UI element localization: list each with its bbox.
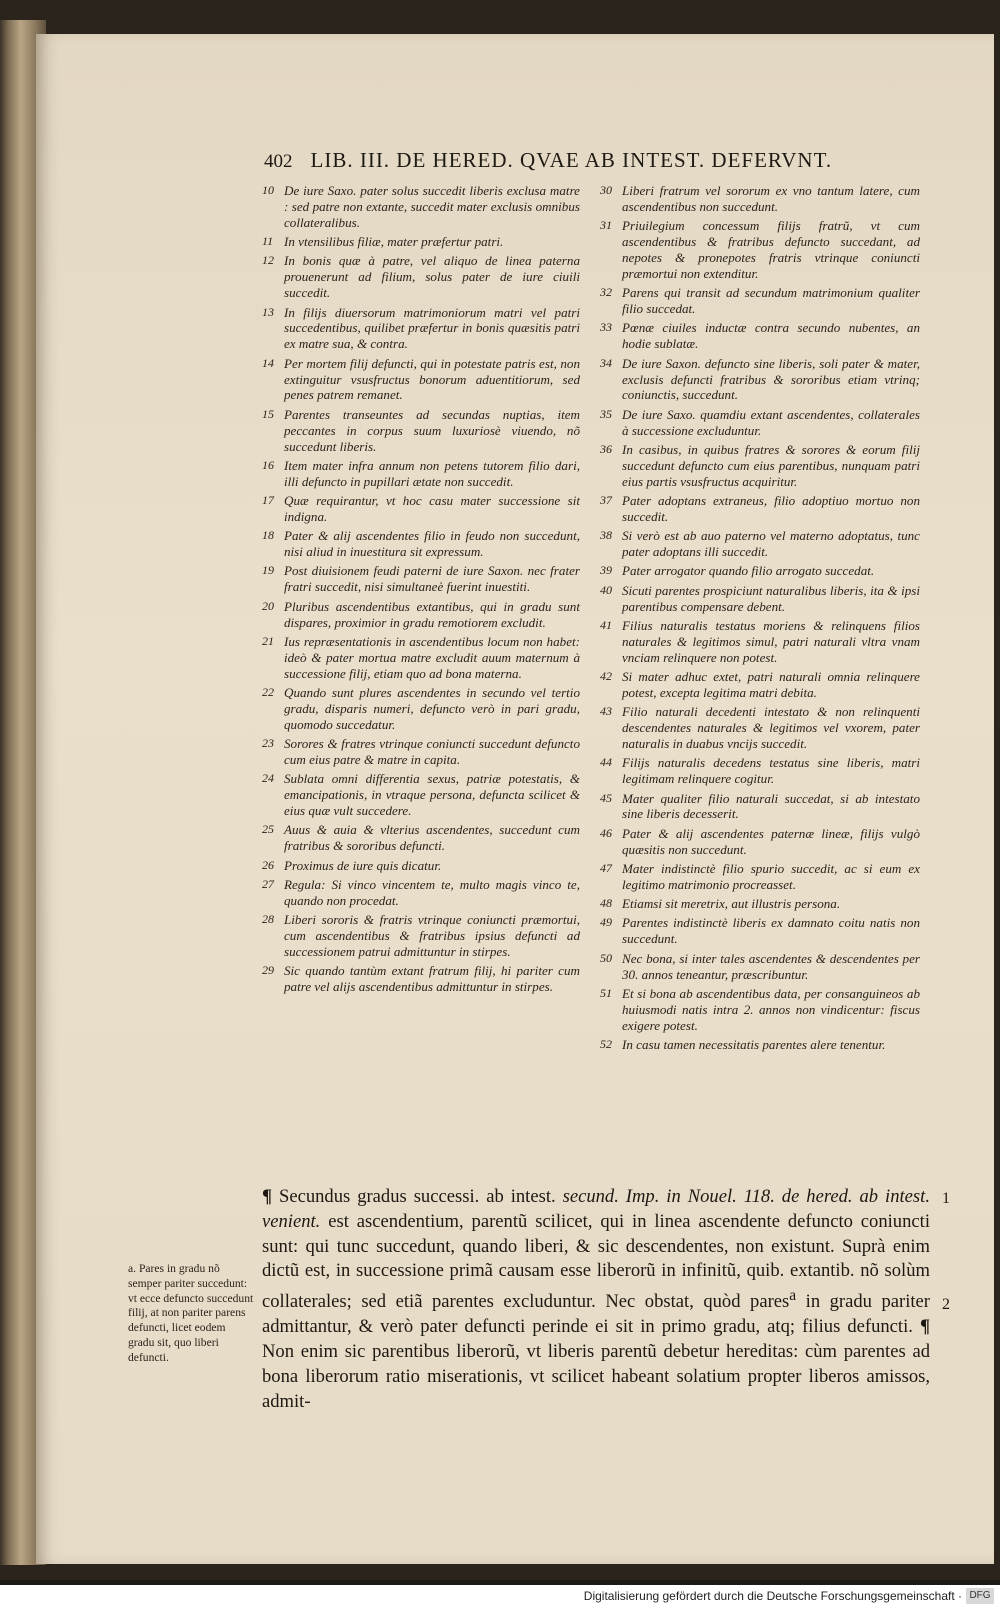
summary-item-number: 37: [600, 493, 612, 508]
summary-item-number: 24: [262, 771, 274, 786]
footer-credit: Digitalisierung gefördert durch die Deutsche Forschungsgemeinschaft ·: [583, 1589, 962, 1603]
summary-item: [262, 877, 580, 909]
summary-item-text: Mater indistinctè filio spurio succedit, ac si eum ex legitimo matrimonio procreasset.: [622, 860, 920, 892]
summary-item-number: 27: [262, 876, 274, 891]
summary-item-number: 12: [262, 253, 274, 268]
summary-item-text: Nec bona, si inter tales ascendentes & descendentes per 30. annos teneantur, præscribuntur.: [622, 950, 920, 982]
summary-item-text: Pater & alij ascendentes paternæ lineæ, filijs vulgò quæsitis non succedunt.: [622, 825, 920, 857]
summary-item-number: 30: [600, 183, 612, 197]
summary-item-number: 25: [262, 822, 274, 837]
summary-item-number: 17: [262, 493, 274, 508]
summary-item: [600, 407, 920, 439]
summary-item-text: In casibus, in quibus fratres & sorores & eorum filij succedunt defuncto cum eius parentibus, nunquam patri eius partis vsusfructus acquiritur.: [622, 441, 920, 489]
summary-item: [600, 285, 920, 317]
summary-item-text: Quando sunt plures ascendentes in secundo vel tertio gradu, disparis numeri, defuncto verò in pari gradu, quomodo succedatur.: [284, 684, 580, 732]
summary-item: [262, 563, 580, 595]
summary-item-number: 46: [600, 825, 612, 840]
summary-item-text: Parentes indistinctè liberis ex damnato coitu natis non succedunt.: [622, 915, 920, 947]
summary-item-number: 41: [600, 617, 612, 632]
paragraph-2: Non enim sic parentibus liberorũ, vt liberis parentũ debetur hereditas: cùm parentes ad bona liberorum ratio miserationis, vt scilicet habeant solatium propter liberos amissos, admit-: [262, 1340, 930, 1412]
summary-item-text: Proximus de iure quis dicatur.: [284, 857, 442, 873]
summary-item-number: 15: [262, 406, 274, 421]
summary-item: [262, 493, 580, 525]
summary-item-number: 22: [262, 684, 274, 699]
page-number: 402: [264, 151, 293, 172]
summary-item-text: Liberi fratrum vel sororum ex vno tantum latere, cum ascendentibus non succedunt.: [622, 183, 920, 214]
summary-item-number: 10: [262, 183, 274, 197]
summary-item-text: Post diuisionem feudi paterni de iure Saxon. nec frater fratri succedit, nisi simultaneè fuerint inuestiti.: [284, 563, 580, 595]
summary-item-number: 48: [600, 896, 612, 911]
summary-item: [262, 356, 580, 404]
pilcrow: ¶: [262, 1186, 273, 1207]
running-head: LIB. III. DE HERED. QVAE AB INTEST. DEFERVNT.: [310, 148, 833, 172]
summary-item-text: Si mater adhuc extet, patri naturali omnia relinquere potest, excepta legitima matri debita.: [622, 669, 920, 700]
summary-item-number: 42: [600, 669, 612, 684]
summary-item-text: Filio naturali decedenti intestato & non relinquenti descendentes naturales & legitimos vel vxorem, pater naturalis in duabus vncijs succedit.: [622, 704, 920, 752]
summary-item-number: 47: [600, 860, 612, 875]
summary-item-number: 34: [600, 355, 612, 370]
summary-item-number: 16: [262, 457, 274, 472]
summary-item: [600, 915, 920, 947]
summary-item: [262, 528, 580, 560]
summary-item: [600, 704, 920, 752]
summary-item-number: 33: [600, 320, 612, 335]
summary-item-text: In filijs diuersorum matrimoniorum matri vel patri succedentibus, quilibet præfertur in bonis quæsitis patri ex matre sua, & contra.: [284, 304, 580, 352]
summary-item: [262, 253, 580, 301]
summary-item: [262, 407, 580, 455]
summary-column-left: [262, 183, 580, 998]
summary-item-number: 19: [262, 563, 274, 578]
summary-item: [600, 320, 920, 352]
summary-item-text: Etiamsi sit meretrix, aut illustris persona.: [622, 896, 841, 912]
summary-item: [262, 234, 580, 250]
summary-item-number: 29: [262, 963, 274, 978]
summary-item-text: Pœnæ ciuiles inductæ contra secundo nubentes, an hodie sublatæ.: [622, 320, 920, 352]
summary-item-text: Sicuti parentes prospiciunt naturalibus liberis, ita & ipsi parentibus compensare debent.: [622, 582, 920, 614]
summary-item: [600, 755, 920, 787]
summary-item-number: 23: [262, 736, 274, 751]
pilcrow-2: ¶: [919, 1316, 931, 1338]
summary-item-number: 43: [600, 704, 612, 719]
paragraph-1-body: est ascendentium, parentũ scilicet, qui in linea ascendente defuncto coniuncti sunt: qui tunc succedunt, quando liberi, & sic descendentes, non existunt. Suprà enim dictũ est, in successione primã causam esse liberorũ in infinitũ, quib. extantib. nõ solùm collaterales; sed etiã parentes excluduntur. Nec obstat, quòd pares: [262, 1210, 930, 1313]
summary-item-number: 35: [600, 406, 612, 421]
summary-item: [600, 791, 920, 823]
summary-item-text: Item mater infra annum non petens tutorem filio dari, illi defuncto in pupillari ætate non succedit.: [284, 457, 580, 489]
summary-item-text: Si verò est ab auo paterno vel materno adoptatus, tunc pater adoptans illi succedit.: [622, 528, 920, 560]
summary-item-number: 26: [262, 857, 274, 872]
footer-bar: [0, 1585, 1000, 1609]
summary-item-text: Filius naturalis testatus moriens & relinquens filios naturales & legitimos simul, patri naturali vltra vnam vnciam relinquere non potest.: [622, 617, 920, 665]
summary-item-number: 44: [600, 755, 612, 770]
summary-item-text: Priuilegium concessum filijs fratrũ, vt cum ascendentibus & fratribus defuncto succedant, ad nepotes & pronepotes fratris vtrinque coniuncti præmortui non extenditur.: [622, 218, 920, 281]
summary-item: [600, 442, 920, 490]
summary-item-text: Filijs naturalis decedens testatus sine liberis, matri legitimam relinquere cogitur.: [622, 755, 920, 787]
summary-item-text: Liberi sororis & fratris vtrinque coniuncti præmortui, cum ascendentibus & fratribus ipsius defuncti ad successionem patrui admittuntur in stirpes.: [284, 912, 580, 959]
summary-item: [262, 858, 580, 874]
summary-item: [262, 458, 580, 490]
summary-item-text: De iure Saxon. defuncto sine liberis, soli pater & mater, exclusis defuncti fratribus & sororibus etiam vtrinq; coniunctis, succedunt.: [622, 355, 920, 403]
summary-item-text: Mater qualiter filio naturali succedat, si ab intestato sine liberis decesserit.: [622, 790, 920, 822]
summary-item: [600, 583, 920, 615]
running-header: [264, 148, 904, 182]
summary-item: [262, 685, 580, 733]
summary-item: [262, 771, 580, 819]
summary-item: [600, 986, 920, 1034]
summary-item: [262, 183, 580, 231]
summary-item-number: 31: [600, 218, 612, 233]
summary-item-number: 20: [262, 598, 274, 613]
summary-item-number: 51: [600, 985, 612, 1000]
summary-item: [600, 528, 920, 560]
summary-item-number: 45: [600, 790, 612, 805]
dfg-logo: DFG: [966, 1588, 994, 1604]
summary-item: [600, 356, 920, 404]
summary-item-text: Per mortem filij defuncti, qui in potestate patris est, non extinguitur vsusfructus bonorum aduentitiorum, sed penes patrem remanet.: [284, 355, 580, 403]
summary-item-text: Sorores & fratres vtrinque coniuncti succedunt defuncto cum eius patre & matre in capita.: [284, 736, 580, 767]
summary-item-text: Pluribus ascendentibus extantibus, qui in gradu sunt dispares, proximior in gradu remotiorem excludit.: [284, 598, 580, 630]
summary-item-text: Pater & alij ascendentes filio in feudo non succedunt, nisi aliud in inuestitura sit expressum.: [284, 528, 580, 560]
margin-number-1: 1: [942, 1190, 950, 1207]
summary-item-number: 32: [600, 285, 612, 300]
paragraph-1-citation: secund. Imp. in Nouel. 118. de hered. ab intest. venient.: [262, 1186, 930, 1232]
summary-item-text: Quæ requirantur, vt hoc casu mater successione sit indigna.: [284, 493, 580, 524]
summary-item: [262, 912, 580, 960]
summary-item-text: Et si bona ab ascendentibus data, per consanguineos ab huiusmodi natis intra 2. annos non vindicentur: fiscus exigere potest.: [622, 985, 920, 1033]
summary-item-number: 40: [600, 582, 612, 597]
summary-item-text: Regula: Si vinco vincentem te, multo magis vinco te, quando non procedat.: [284, 876, 580, 908]
summary-item-number: 13: [262, 304, 274, 319]
summary-column-right: [600, 183, 920, 1056]
summary-item: [600, 618, 920, 666]
summary-item: [600, 669, 920, 701]
marginal-note: a. Pares in gradu nõ semper pariter succedunt: vt ecce defuncto succedunt filij, at non pariter parens defuncti, licet eodem gradu sit, quo liberi defuncti.: [128, 1262, 254, 1364]
summary-item: [600, 861, 920, 893]
summary-item-text: Auus & auia & vlterius ascendentes, succedunt cum fratribus & sororibus defuncti.: [284, 822, 580, 854]
summary-item: [262, 963, 580, 995]
summary-item-text: De iure Saxo. pater solus succedit liberis exclusa matre : sed patre non extante, succedit mater exclusis omnibus collateralibus.: [284, 183, 580, 230]
summary-item: [600, 493, 920, 525]
margin-number-2: 2: [942, 1296, 950, 1313]
summary-item: [600, 951, 920, 983]
summary-item-text: De iure Saxo. quamdiu extant ascendentes, collaterales à successione excluduntur.: [622, 406, 920, 438]
summary-item-number: 28: [262, 912, 274, 927]
summary-item-number: 50: [600, 950, 612, 965]
paragraph-1-start: Secundus gradus successi. ab intest.: [278, 1186, 556, 1207]
summary-item: [600, 826, 920, 858]
summary-item-text: Sic quando tantùm extant fratrum filij, hi pariter cum patre vel alijs ascendentibus admittuntur in stirpes.: [284, 963, 580, 995]
summary-item: [262, 822, 580, 854]
summary-item: [262, 599, 580, 631]
summary-item: [600, 183, 920, 215]
summary-item: [262, 305, 580, 353]
summary-item-number: 36: [600, 441, 612, 456]
footnote-ref-a: a: [789, 1287, 797, 1305]
summary-item-text: Pater arrogator quando filio arrogato succedat.: [622, 563, 875, 579]
summary-item: [600, 896, 920, 912]
summary-item-text: Pater adoptans extraneus, filio adoptiuo mortuo non succedit.: [622, 493, 920, 524]
summary-item-text: Parentes transeuntes ad secundas nuptias, item peccantes in corpus suum luxuriosè viuendo, nõ succedunt liberis.: [284, 406, 580, 454]
summary-item-text: Ius repræsentationis in ascendentibus locum non habet: ideò & pater mortua matre excludit auum maternum à successione filij, etiam quo ad bona materna.: [284, 633, 580, 681]
summary-item-text: Sublata omni differentia sexus, patriæ potestatis, & emancipationis, in vtraque persona, defuncta scilicet & eius quæ vult succedere.: [284, 771, 580, 819]
summary-item: [262, 736, 580, 768]
summary-item-number: 11: [262, 234, 274, 249]
paragraph-1-end: in gradu pariter admittantur, & verò pater defuncti perinde ei sit in primo gradu, atq; filius defuncti.: [262, 1291, 930, 1338]
summary-item-number: 49: [600, 915, 612, 930]
summary-item-number: 39: [600, 563, 612, 578]
summary-item-number: 14: [262, 355, 274, 370]
summary-item-text: In casu tamen necessitatis parentes alere tenentur.: [622, 1037, 886, 1052]
summary-item-text: In bonis quæ à patre, vel aliquo de linea paterna prouenerunt ad filium, solus pater de iure ciuili succedit.: [284, 253, 580, 301]
summary-item: [600, 218, 920, 282]
summary-item: [600, 563, 920, 579]
summary-item-number: 52: [600, 1037, 612, 1051]
summary-item-text: Parens qui transit ad secundum matrimonium qualiter filio succedat.: [622, 285, 920, 317]
summary-item: [262, 634, 580, 682]
summary-item-number: 38: [600, 528, 612, 543]
main-text: [262, 1185, 930, 1414]
summary-item: [600, 1037, 920, 1053]
summary-item-number: 21: [262, 633, 274, 648]
summary-item-text: In vtensilibus filiæ, mater præfertur patri.: [284, 234, 504, 250]
summary-item-number: 18: [262, 528, 274, 543]
